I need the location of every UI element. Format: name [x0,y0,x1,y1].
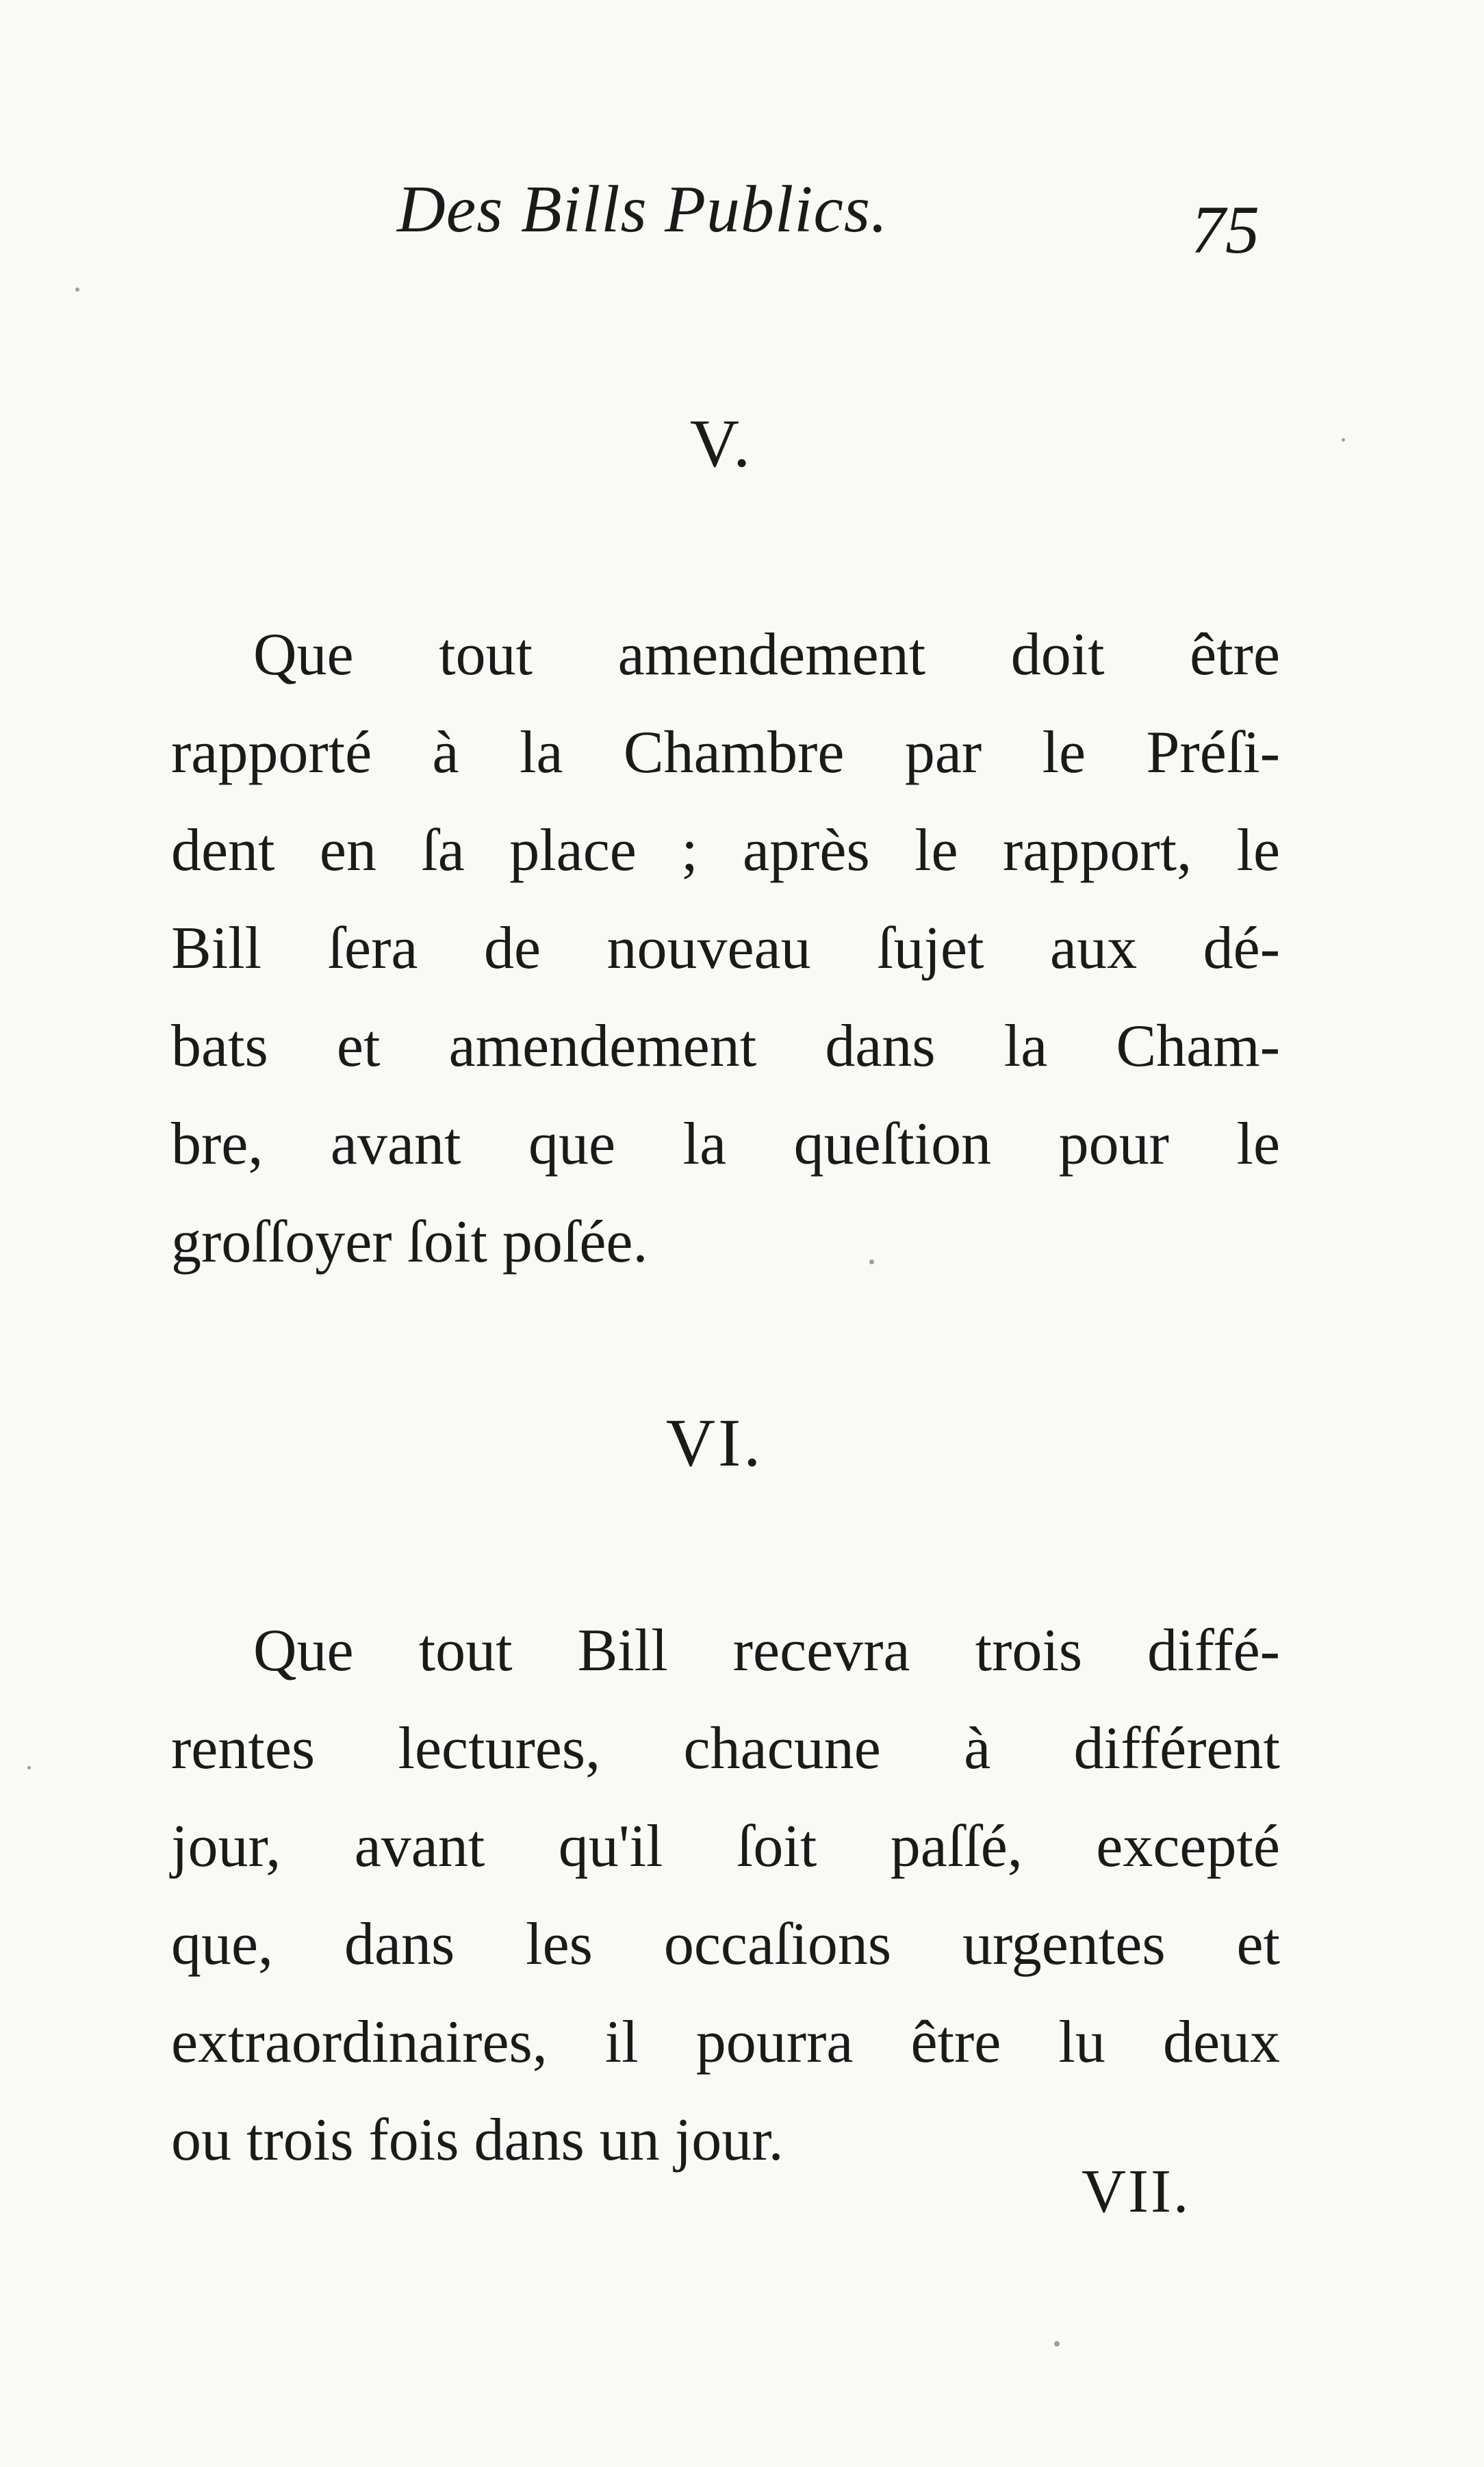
paragraph-line: Que tout Bill recevra trois diffé- [253,1618,1280,1684]
paragraph-line: Que tout amendement doit être [253,622,1280,688]
paragraph-line: dent en ſa place ; après le rapport, le [171,817,1280,884]
paragraph-line: groſſoyer ſoit poſée. [171,1209,648,1275]
paper-speck [1054,2341,1060,2347]
paper-speck [75,287,79,292]
paragraph-line: bre, avant que la queſtion pour le [171,1111,1280,1177]
catchword: VII. [1082,2158,1191,2225]
paragraph-line: rentes lectures, chacune à différent [171,1715,1280,1782]
paragraph-vi [171,1602,1280,2189]
paragraph-line: Bill ſera de nouveau ſujet aux dé- [171,915,1280,982]
paragraph-line: extraordinaires, il pourra être lu deux [171,2009,1280,2075]
section-heading-v: V. [689,405,754,481]
running-head: Des Bills Publics. [397,172,888,246]
page-number: 75 [1191,192,1259,268]
paragraph-line: rapporté à la Chambre par le Préſi- [171,719,1280,786]
paragraph-line: ou trois fois dans un jour. [171,2107,784,2173]
paragraph-line: que, dans les occaſions urgentes et [171,1911,1280,1978]
paragraph-v [171,606,1280,1291]
paper-speck [869,1260,874,1264]
paper-speck [27,1766,31,1769]
section-heading-vi: VI. [665,1405,764,1481]
paragraph-line: jour, avant qu'il ſoit paſſé, excepté [171,1813,1280,1880]
paper-speck [1342,438,1345,442]
paragraph-line: bats et amendement dans la Cham- [171,1013,1280,1079]
